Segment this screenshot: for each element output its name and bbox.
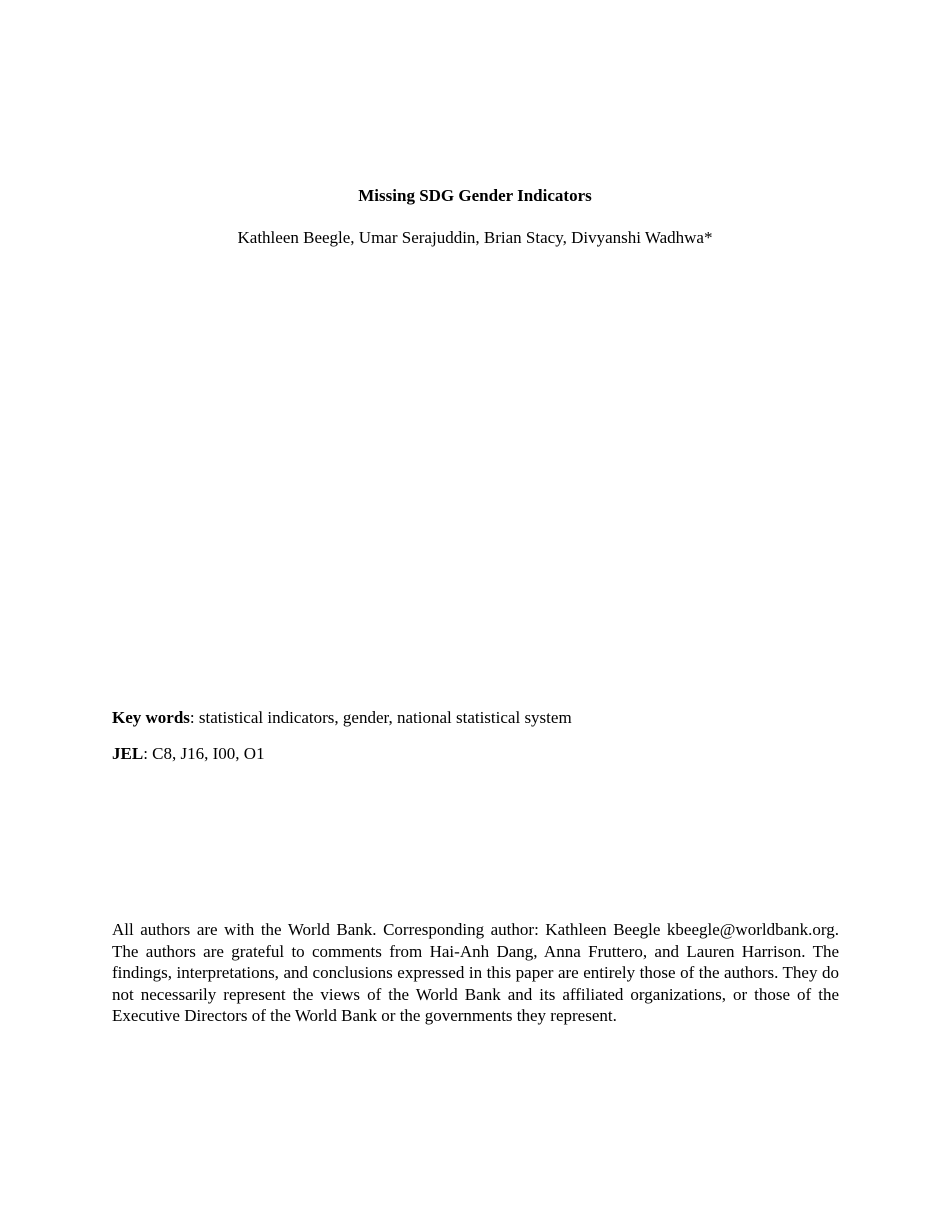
- jel-line: [112, 742, 839, 766]
- author-list: Kathleen Beegle, Umar Serajuddin, Brian Stacy, Divyanshi Wadhwa*: [237, 228, 713, 247]
- author-footnote: All authors are with the World Bank. Corresponding author: Kathleen Beegle kbeegle@worldbank.org. The authors are grateful to comments from Hai-Anh Dang, Anna Fruttero, and Lauren Harrison. The findings, interpretations, and conclusions expressed in this paper are entirely those of the authors. They do not necessarily represent the views of the World Bank and its affiliated organizations, or those of the Executive Directors of the World Bank or the governments they represent.: [112, 920, 839, 1025]
- jel-codes: C8, J16, I00, O1: [147, 744, 265, 763]
- keywords-text: statistical indicators, gender, national statistical system: [194, 708, 572, 727]
- paper-title: Missing SDG Gender Indicators: [358, 186, 592, 205]
- keywords-line: [112, 706, 839, 730]
- keywords-separator: :: [189, 708, 195, 727]
- jel-separator: :: [143, 744, 148, 763]
- jel-label: JEL: [112, 744, 144, 763]
- keywords-label: Key words: [112, 708, 190, 727]
